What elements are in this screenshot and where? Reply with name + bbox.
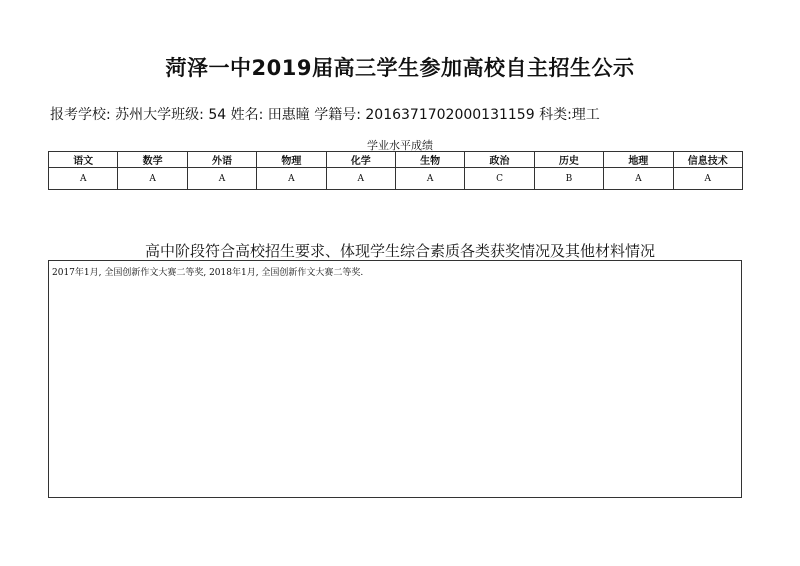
grade-chinese: A (49, 168, 118, 190)
awards-text: 2017年1月, 全国创新作文大赛二等奖, 2018年1月, 全国创新作文大赛二等奖. (52, 268, 364, 278)
grade-foreign-language: A (187, 168, 256, 190)
subject-header-history: 历史 (534, 152, 603, 168)
student-info-line: 报考学校: 苏州大学班级: 54 姓名: 田惠瞳 学籍号: 2016371702000131159 科类:理工 (50, 107, 600, 123)
subject-header-chinese: 语文 (49, 152, 118, 168)
subject-header-it: 信息技术 (673, 152, 742, 168)
grade-chemistry: A (326, 168, 395, 190)
scores-header-row (49, 152, 743, 168)
subject-header-geography: 地理 (604, 152, 673, 168)
scores-section-title: 学业水平成绩 (367, 139, 433, 152)
scores-table (48, 151, 743, 190)
grade-politics: C (465, 168, 534, 190)
scores-grade-row (49, 168, 743, 190)
grade-physics: A (257, 168, 326, 190)
subject-header-biology: 生物 (395, 152, 464, 168)
grade-geography: A (604, 168, 673, 190)
grade-it: A (673, 168, 742, 190)
subject-header-chemistry: 化学 (326, 152, 395, 168)
grade-biology: A (395, 168, 464, 190)
grade-math: A (118, 168, 187, 190)
awards-box (48, 260, 742, 498)
subject-header-physics: 物理 (257, 152, 326, 168)
subject-header-politics: 政治 (465, 152, 534, 168)
grade-history: B (534, 168, 603, 190)
subject-header-foreign-language: 外语 (187, 152, 256, 168)
awards-section-title: 高中阶段符合高校招生要求、体现学生综合素质各类获奖情况及其他材料情况 (144, 242, 655, 260)
page-title: 菏泽一中2019届高三学生参加高校自主招生公示 (165, 56, 635, 80)
subject-header-math: 数学 (118, 152, 187, 168)
